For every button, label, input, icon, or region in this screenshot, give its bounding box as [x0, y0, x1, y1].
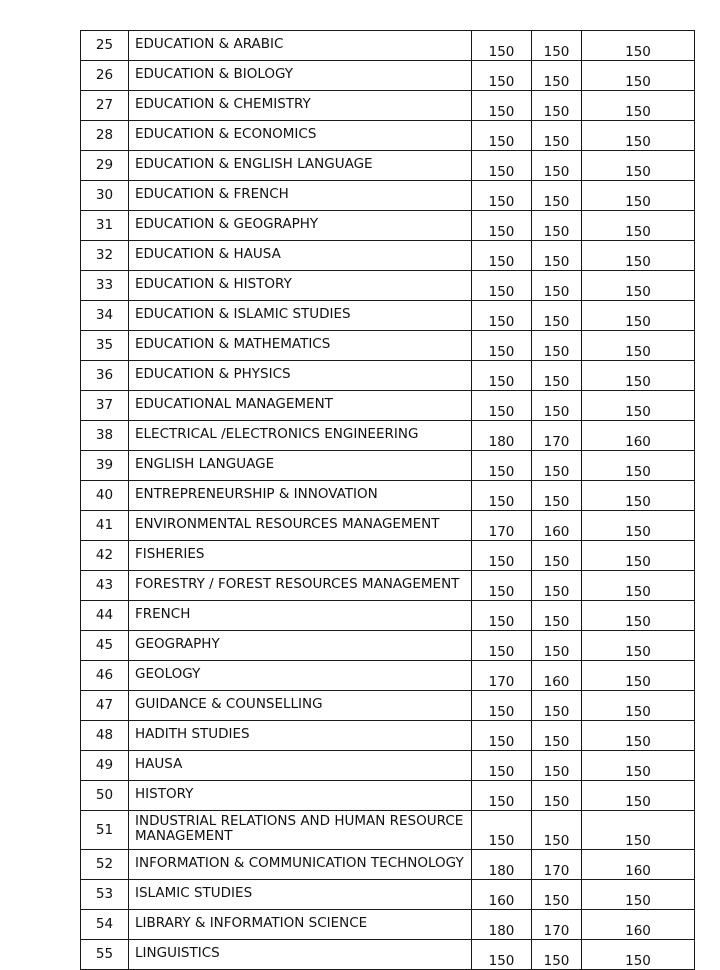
score-column-3-cell: 160 [582, 910, 695, 940]
score-column-1-cell: 150 [472, 181, 532, 211]
score-column-1-cell: 150 [472, 940, 532, 970]
score-column-3-cell: 150 [582, 721, 695, 751]
course-name-cell: EDUCATION & MATHEMATICS [129, 331, 472, 361]
score-column-2-cell: 150 [532, 781, 582, 811]
score-column-3-cell: 150 [582, 391, 695, 421]
score-column-1-cell: 150 [472, 631, 532, 661]
serial-number-cell: 50 [81, 781, 129, 811]
serial-number-cell: 55 [81, 940, 129, 970]
score-column-2-cell: 160 [532, 511, 582, 541]
score-column-3-cell: 150 [582, 781, 695, 811]
serial-number-cell: 37 [81, 391, 129, 421]
score-column-3-cell: 150 [582, 751, 695, 781]
serial-number-cell: 42 [81, 541, 129, 571]
table-row [81, 571, 695, 601]
course-cutoff-table [80, 30, 695, 970]
score-column-3-cell: 150 [582, 361, 695, 391]
score-column-3-cell: 150 [582, 331, 695, 361]
table-row [81, 910, 695, 940]
score-column-1-cell: 150 [472, 91, 532, 121]
table-row [81, 301, 695, 331]
course-name-cell: EDUCATION & ISLAMIC STUDIES [129, 301, 472, 331]
course-name-cell: LINGUISTICS [129, 940, 472, 970]
serial-number-cell: 44 [81, 601, 129, 631]
score-column-3-cell: 150 [582, 541, 695, 571]
serial-number-cell: 41 [81, 511, 129, 541]
course-name-cell: ENGLISH LANGUAGE [129, 451, 472, 481]
serial-number-cell: 25 [81, 31, 129, 61]
score-column-1-cell: 180 [472, 421, 532, 451]
score-column-2-cell: 150 [532, 451, 582, 481]
score-column-1-cell: 150 [472, 811, 532, 850]
score-column-1-cell: 180 [472, 850, 532, 880]
course-name-cell: FORESTRY / FOREST RESOURCES MANAGEMENT [129, 571, 472, 601]
score-column-3-cell: 150 [582, 211, 695, 241]
score-column-1-cell: 150 [472, 271, 532, 301]
score-column-2-cell: 150 [532, 181, 582, 211]
table-row [81, 721, 695, 751]
score-column-1-cell: 150 [472, 151, 532, 181]
course-name-cell: EDUCATION & ARABIC [129, 31, 472, 61]
table-row [81, 631, 695, 661]
course-name-cell: HISTORY [129, 781, 472, 811]
score-column-1-cell: 160 [472, 880, 532, 910]
score-column-3-cell: 150 [582, 631, 695, 661]
score-column-3-cell: 150 [582, 880, 695, 910]
table-row [81, 361, 695, 391]
score-column-2-cell: 150 [532, 331, 582, 361]
score-column-1-cell: 180 [472, 910, 532, 940]
table-row [81, 91, 695, 121]
course-name-cell: HADITH STUDIES [129, 721, 472, 751]
table-row [81, 850, 695, 880]
course-name-cell: LIBRARY & INFORMATION SCIENCE [129, 910, 472, 940]
score-column-2-cell: 150 [532, 691, 582, 721]
serial-number-cell: 35 [81, 331, 129, 361]
score-column-2-cell: 150 [532, 91, 582, 121]
table-row [81, 61, 695, 91]
course-name-cell: EDUCATION & FRENCH [129, 181, 472, 211]
score-column-1-cell: 150 [472, 121, 532, 151]
table-row [81, 151, 695, 181]
serial-number-cell: 39 [81, 451, 129, 481]
score-column-3-cell: 150 [582, 601, 695, 631]
table-row [81, 661, 695, 691]
table-row [81, 331, 695, 361]
serial-number-cell: 26 [81, 61, 129, 91]
score-column-1-cell: 150 [472, 211, 532, 241]
table-row [81, 271, 695, 301]
score-column-1-cell: 150 [472, 691, 532, 721]
course-name-cell: ENTREPRENEURSHIP & INNOVATION [129, 481, 472, 511]
serial-number-cell: 29 [81, 151, 129, 181]
score-column-3-cell: 150 [582, 91, 695, 121]
table-row [81, 451, 695, 481]
score-column-3-cell: 150 [582, 511, 695, 541]
score-column-3-cell: 150 [582, 181, 695, 211]
serial-number-cell: 49 [81, 751, 129, 781]
score-column-3-cell: 160 [582, 850, 695, 880]
course-name-cell: EDUCATION & PHYSICS [129, 361, 472, 391]
serial-number-cell: 40 [81, 481, 129, 511]
serial-number-cell: 33 [81, 271, 129, 301]
table-row [81, 511, 695, 541]
score-column-1-cell: 150 [472, 751, 532, 781]
course-name-cell: INDUSTRIAL RELATIONS AND HUMAN RESOURCE MANAGEMENT [129, 811, 472, 850]
serial-number-cell: 30 [81, 181, 129, 211]
course-name-cell: GUIDANCE & COUNSELLING [129, 691, 472, 721]
score-column-3-cell: 150 [582, 661, 695, 691]
table-row [81, 121, 695, 151]
score-column-3-cell: 160 [582, 421, 695, 451]
table-row [81, 31, 695, 61]
table-row [81, 181, 695, 211]
score-column-3-cell: 150 [582, 811, 695, 850]
score-column-1-cell: 150 [472, 361, 532, 391]
serial-number-cell: 38 [81, 421, 129, 451]
table-row [81, 940, 695, 970]
score-column-1-cell: 150 [472, 601, 532, 631]
course-name-cell: GEOLOGY [129, 661, 472, 691]
score-column-3-cell: 150 [582, 151, 695, 181]
score-column-2-cell: 150 [532, 391, 582, 421]
score-column-2-cell: 150 [532, 541, 582, 571]
score-column-2-cell: 150 [532, 211, 582, 241]
serial-number-cell: 27 [81, 91, 129, 121]
table-row [81, 241, 695, 271]
course-name-cell: ENVIRONMENTAL RESOURCES MANAGEMENT [129, 511, 472, 541]
score-column-2-cell: 150 [532, 631, 582, 661]
table-row [81, 691, 695, 721]
score-column-1-cell: 150 [472, 451, 532, 481]
table-row [81, 391, 695, 421]
score-column-2-cell: 150 [532, 751, 582, 781]
score-column-1-cell: 150 [472, 781, 532, 811]
serial-number-cell: 52 [81, 850, 129, 880]
score-column-1-cell: 170 [472, 661, 532, 691]
table-row [81, 481, 695, 511]
score-column-1-cell: 150 [472, 481, 532, 511]
score-column-2-cell: 150 [532, 31, 582, 61]
score-column-2-cell: 150 [532, 940, 582, 970]
score-column-2-cell: 150 [532, 601, 582, 631]
course-name-cell: HAUSA [129, 751, 472, 781]
course-name-cell: EDUCATION & GEOGRAPHY [129, 211, 472, 241]
score-column-2-cell: 150 [532, 121, 582, 151]
course-name-cell: EDUCATION & BIOLOGY [129, 61, 472, 91]
serial-number-cell: 54 [81, 910, 129, 940]
score-column-2-cell: 150 [532, 61, 582, 91]
course-name-cell: EDUCATION & ECONOMICS [129, 121, 472, 151]
score-column-1-cell: 150 [472, 31, 532, 61]
score-column-2-cell: 150 [532, 880, 582, 910]
score-column-1-cell: 150 [472, 391, 532, 421]
score-column-1-cell: 150 [472, 61, 532, 91]
score-column-2-cell: 150 [532, 571, 582, 601]
table-body [81, 31, 695, 970]
table-row [81, 601, 695, 631]
score-column-3-cell: 150 [582, 121, 695, 151]
score-column-1-cell: 150 [472, 541, 532, 571]
serial-number-cell: 51 [81, 811, 129, 850]
table-row [81, 541, 695, 571]
table-row [81, 880, 695, 910]
score-column-3-cell: 150 [582, 301, 695, 331]
score-column-3-cell: 150 [582, 451, 695, 481]
score-column-1-cell: 150 [472, 721, 532, 751]
serial-number-cell: 48 [81, 721, 129, 751]
score-column-3-cell: 150 [582, 271, 695, 301]
score-column-3-cell: 150 [582, 571, 695, 601]
course-name-cell: GEOGRAPHY [129, 631, 472, 661]
score-column-2-cell: 170 [532, 850, 582, 880]
score-column-2-cell: 150 [532, 271, 582, 301]
score-column-2-cell: 150 [532, 481, 582, 511]
score-column-3-cell: 150 [582, 481, 695, 511]
serial-number-cell: 28 [81, 121, 129, 151]
table-row [81, 421, 695, 451]
table-row [81, 211, 695, 241]
score-column-3-cell: 150 [582, 31, 695, 61]
score-column-1-cell: 150 [472, 241, 532, 271]
table-row [81, 811, 695, 850]
score-column-3-cell: 150 [582, 940, 695, 970]
serial-number-cell: 31 [81, 211, 129, 241]
serial-number-cell: 32 [81, 241, 129, 271]
course-name-cell: EDUCATION & HAUSA [129, 241, 472, 271]
serial-number-cell: 45 [81, 631, 129, 661]
course-name-cell: EDUCATION & CHEMISTRY [129, 91, 472, 121]
course-name-cell: INFORMATION & COMMUNICATION TECHNOLOGY [129, 850, 472, 880]
score-column-3-cell: 150 [582, 61, 695, 91]
score-column-2-cell: 150 [532, 151, 582, 181]
course-name-cell: ISLAMIC STUDIES [129, 880, 472, 910]
score-column-2-cell: 150 [532, 811, 582, 850]
course-name-cell: EDUCATION & HISTORY [129, 271, 472, 301]
serial-number-cell: 53 [81, 880, 129, 910]
score-column-3-cell: 150 [582, 241, 695, 271]
score-column-2-cell: 150 [532, 301, 582, 331]
serial-number-cell: 47 [81, 691, 129, 721]
score-column-2-cell: 160 [532, 661, 582, 691]
score-column-1-cell: 150 [472, 301, 532, 331]
score-column-1-cell: 150 [472, 571, 532, 601]
score-column-1-cell: 170 [472, 511, 532, 541]
serial-number-cell: 43 [81, 571, 129, 601]
table-row [81, 781, 695, 811]
course-name-cell: FRENCH [129, 601, 472, 631]
serial-number-cell: 46 [81, 661, 129, 691]
score-column-1-cell: 150 [472, 331, 532, 361]
score-column-2-cell: 170 [532, 910, 582, 940]
course-name-cell: EDUCATION & ENGLISH LANGUAGE [129, 151, 472, 181]
score-column-2-cell: 150 [532, 361, 582, 391]
serial-number-cell: 36 [81, 361, 129, 391]
course-name-cell: EDUCATIONAL MANAGEMENT [129, 391, 472, 421]
score-column-2-cell: 170 [532, 421, 582, 451]
course-name-cell: FISHERIES [129, 541, 472, 571]
score-column-2-cell: 150 [532, 721, 582, 751]
score-column-3-cell: 150 [582, 691, 695, 721]
table-row [81, 751, 695, 781]
serial-number-cell: 34 [81, 301, 129, 331]
course-name-cell: ELECTRICAL /ELECTRONICS ENGINEERING [129, 421, 472, 451]
score-column-2-cell: 150 [532, 241, 582, 271]
